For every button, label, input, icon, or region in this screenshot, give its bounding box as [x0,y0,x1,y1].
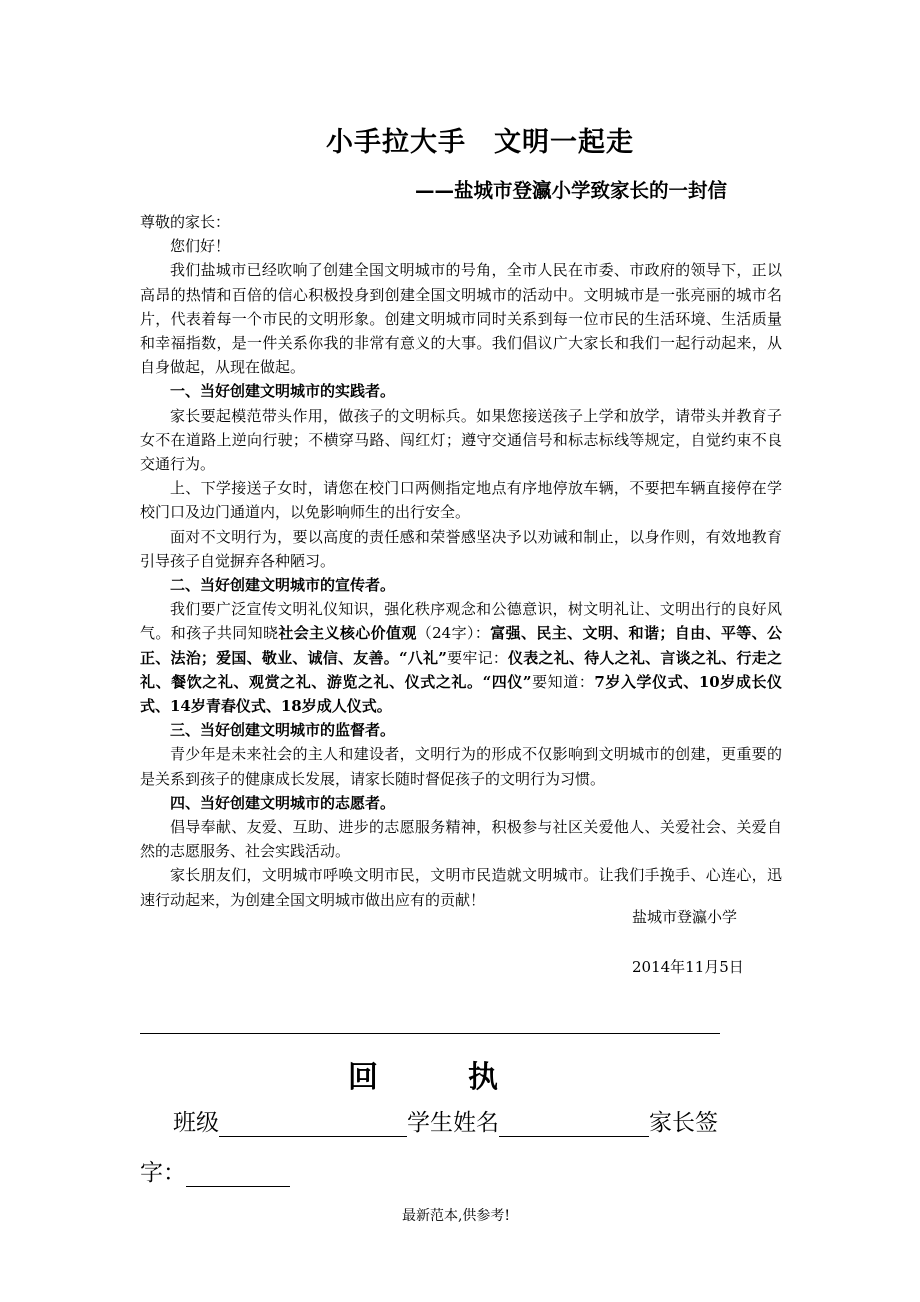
text-run: 要牢记： [446,648,509,667]
eight-etiquettes-list: 仪表之礼、待人之礼、言谈之礼、行走之礼、餐饮之礼、观赏之礼、游览之礼、仪式之礼。 [140,648,782,691]
student-name-blank-field[interactable] [499,1110,649,1137]
text-run: （24字）： [416,624,491,643]
page-title: 小手拉大手 文明一起走 [326,127,634,158]
intro-paragraph: 我们盐城市已经吹响了创建全国文明城市的号角，全市人民在市委、市政府的领导下，正以高昂的热情和百倍的信心积极投身到创建全国文明城市的活动中。文明城市是一张亮丽的城市名片，代表着每一个市民的文明形象。创建文明城市同时关系到每一位市民的生活环境、生活质量和幸福指数，是一件关系你我的非常有意义的大事。我们倡议广大家长和我们一起行动起来，从自身做起，从现在做起。 [140,261,782,377]
section-4-paragraph: 倡导奉献、友爱、互助、进步的志愿服务精神，积极参与社区关爱他人、关爱社会、关爱自然的志愿服务、社会实践活动。 [140,818,782,861]
student-name-label: 学生姓名 [407,1110,499,1136]
receipt-fields-row-2 [140,1154,290,1187]
text-run: 我们要广泛宣传文明礼仪知识，强化秩序观念和公德意识，树文明礼让、文明出行的良好风气。和孩子共同知晓 [140,600,782,643]
greeting: 您们好！ [170,237,231,256]
signature: 盐城市登瀛小学 [632,908,738,926]
parent-signature-blank-field[interactable] [186,1160,290,1187]
text-run: 要知道： [531,672,595,691]
core-values-list: 富强、民主、文明、和谐；自由、平等、公正、法治；爱国、敬业、诚信、友善。 [140,624,782,667]
letter-date: 2014年11月5日 [632,958,744,976]
section-1-paragraph-1: 家长要起模范带头作用，做孩子的文明标兵。如果您接送孩子上学和放学，请带头并教育子女不在道路上逆向行驶；不横穿马路、闯红灯；遵守交通信号和标志标线等规定，自觉约束不良交通行为。 [140,406,782,474]
cut-line-divider [140,1033,720,1034]
parent-signature-label-cont: 字： [140,1160,186,1186]
page-subtitle: ——盐城市登瀛小学致家长的一封信 [415,179,728,202]
letter-body [140,210,782,912]
section-2-heading: 二、当好创建文明城市的宣传者。 [170,576,396,595]
closing-paragraph: 家长朋友们，文明城市呼唤文明市民，文明市民造就文明城市。让我们手挽手、心连心，迅速行动起来，为创建全国文明城市做出应有的贡献！ [140,866,782,909]
class-blank-field[interactable] [219,1110,407,1137]
receipt-title-char: 回 [348,1060,378,1095]
four-ceremonies-list: 7岁入学仪式、10岁成长仪式、14岁青春仪式、18岁成人仪式。 [140,672,782,716]
section-1-heading: 一、当好创建文明城市的实践者。 [170,382,396,401]
receipt-title [348,1052,498,1096]
salutation: 尊敬的家长： [140,213,231,231]
class-label: 班级 [173,1110,219,1136]
section-1-paragraph-2: 上、下学接送子女时，请您在校门口两侧指定地点有序地停放车辆，不要把车辆直接停在学校门口及边门通道内，以免影响师生的出行安全。 [140,479,782,522]
section-4-heading: 四、当好创建文明城市的志愿者。 [170,793,396,812]
four-ceremonies-term: “四仪” [482,672,532,691]
parent-signature-label: 家长签 [649,1110,718,1136]
receipt-fields-row [173,1104,718,1137]
section-2-paragraph [140,597,782,718]
section-3-paragraph: 青少年是未来社会的主人和建设者，文明行为的形成不仅影响到文明城市的创建，更重要的是关系到孩子的健康成长发展，请家长随时督促孩子的文明行为习惯。 [140,745,782,788]
eight-etiquettes-term: “八礼” [398,648,447,667]
section-3-heading: 三、当好创建文明城市的监督者。 [170,721,396,740]
footer-note: 最新范本,供参考! [401,1208,511,1224]
section-1-paragraph-3: 面对不文明行为，要以高度的责任感和荣誉感坚决予以劝诫和制止，以身作则，有效地教育引导孩子自觉摒弃各种陋习。 [140,527,782,570]
core-values-term: 社会主义核心价值观 [278,624,417,643]
receipt-title-char: 执 [468,1060,498,1095]
